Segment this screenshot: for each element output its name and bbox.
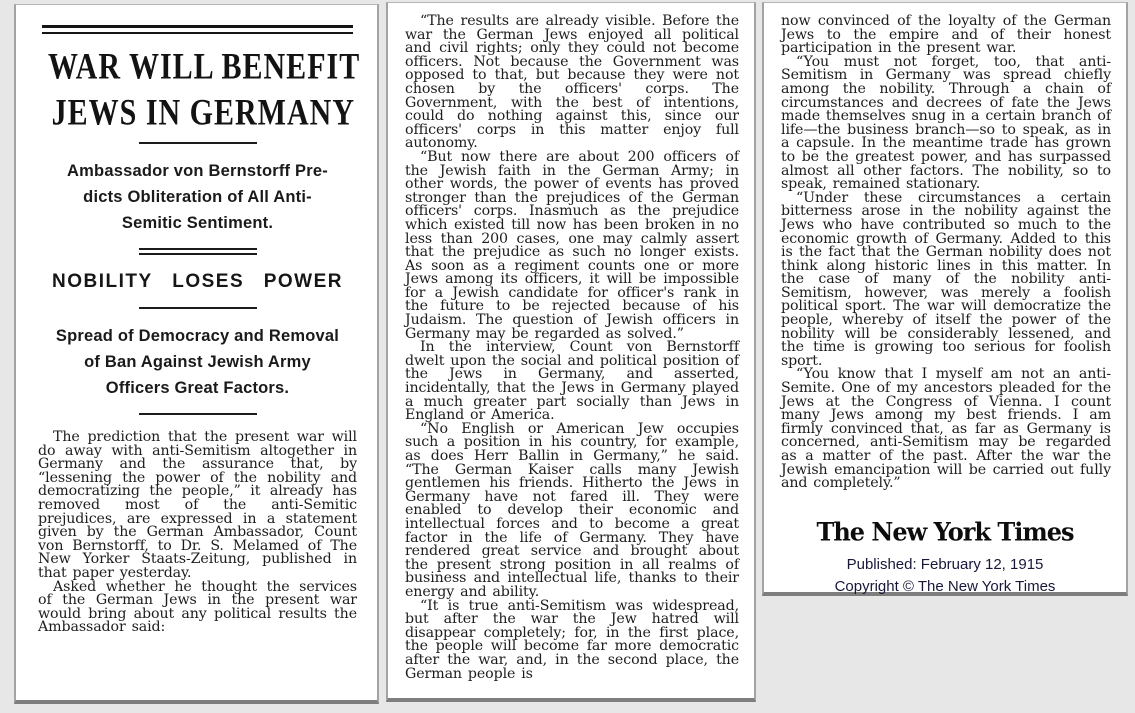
deck1-line: dicts Obliteration of All Anti- <box>83 188 312 206</box>
deck1-line: Ambassador von Bernstorff Pre- <box>67 162 328 180</box>
column-1-body <box>38 431 357 635</box>
nyt-masthead-logo: The New York Times <box>816 516 1074 547</box>
article-paragraph: “It is true anti-Semitism was widespread, but after the war the Jew hatred will disappear completely; for, in the first place, the people will become far more democratic after the war, and, in the second place, the German people is <box>405 597 739 682</box>
newspaper-column-3 <box>762 2 1128 596</box>
kicker-word: POWER <box>263 271 343 292</box>
article-paragraph: “But now there are about 200 officers of the Jewish faith in the German Army; in other words, the power of events has proved stronger than the prejudices of the German officers' corps. Inasmuch as the prejudice which existed till now has been broken in no less than 200 cases, one may calmly assert that the prejudice as such no longer exists. As soon as a regiment counts one or more Jews among its officers, it will be impossible for a Jewish candidate for officer's rank in the future to be rejected because of his Judaism. The question of Jewish officers in Germany may be regarded as solved.” <box>405 148 739 342</box>
deck2-line: Officers Great Factors. <box>105 379 290 397</box>
column-2-body <box>388 3 754 681</box>
deck1-line: Semitic Sentiment. <box>121 214 274 232</box>
column-3-body <box>764 3 1126 491</box>
newspaper-column-2 <box>386 2 756 702</box>
published-date-line: Published: February 12, 1915 <box>846 555 1044 573</box>
article-paragraph: “The results are already visible. Before the war the German Jews enjoyed all political and civil rights; only they could not become officers. Not because the Government was opposed to that, but because they were not chosen by the officers' corps. The Government, with the best of intentions, could do nothing against this, since our officers' corps in this matter enjoy full autonomy. <box>405 13 739 152</box>
headline-line-2: JEWS IN GERMANY <box>51 92 355 134</box>
headline-line-1: WAR WILL BENEFIT <box>48 46 361 88</box>
article-paragraph: Asked whether he thought the services of the German Jews in the present war would bring about any political results the Ambassador said: <box>38 578 357 636</box>
article-paragraph: “Under these circumstances a certain bitterness arose in the nobility against the Jews who have contributed so much to the economic growth of Germany. Added to this is the fact that the German nobility does not think along historic lines in this matter. In the case of many of the nobility anti-Semitism, however, was merely a foolish political sport. The war will democratize the people, whereby of itself the power of the nobility will be considerably lessened, and the time is growing too serious for foolish sport. <box>781 189 1111 369</box>
article-footer <box>764 517 1126 598</box>
article-paragraph: In the interview, Count von Bernstorff dwelt upon the social and political position of the Jews in Germany, and asserted, incidentally, that the Jews in Germany played a much greater part socially than Jews in England or America. <box>405 339 739 424</box>
article-paragraph: “No English or American Jew occupies such a position in his country, for example, as does Herr Ballin in Germany,” he said. “The German Kaiser calls many Jewish gentlemen his friends. Hitherto the Jews in Germany have not fared ill. They were enabled to develop their economic and intellectual forces and to become a great factor in the life of Germany. They have rendered great service and brought about the present strong position in all realms of business and intellectual life, thanks to their energy and ability. <box>405 420 739 600</box>
divider-rule <box>139 307 257 309</box>
divider-rule <box>139 142 257 144</box>
kicker-word: NOBILITY <box>52 271 153 292</box>
article-paragraph: “You know that I myself am not an anti-Semite. One of my ancestors pleaded for the Jews at the Congress of Vienna. I count many Jews among my best friends. I am firmly convinced that, as far as Germany is concerned, anti-Semitism may be regarded as a matter of the past. After the war the Jewish emancipation will be carried out fully and completely.” <box>781 366 1111 492</box>
article-kicker <box>38 269 357 295</box>
article-deck-2 <box>38 323 357 401</box>
kicker-word: LOSES <box>172 271 245 292</box>
copyright-line: Copyright © The New York Times <box>834 577 1056 595</box>
deck2-line: Spread of Democracy and Removal <box>55 327 340 345</box>
article-paragraph: now convinced of the loyalty of the German Jews to the empire and of their honest participation in the present war. <box>781 13 1111 57</box>
divider-rule <box>139 248 257 255</box>
article-paragraph: “You must not forget, too, that anti-Semitism in Germany was spread chiefly among the nobility. Through a chain of circumstances and decrees of fate the Jews made themselves snug in a certain branch of life—the business branch—so to speak, as in a capsule. In the meantime trade has grown to be the greatest power, and has surpassed almost all other factors. The nobility, so to speak, remained stationary. <box>781 53 1111 193</box>
headline-top-rule <box>42 25 353 34</box>
article-headline <box>38 44 361 136</box>
newspaper-column-1 <box>14 4 379 704</box>
article-paragraph: The prediction that the present war will do away with anti-Semitism altogether in Germany and the assurance that, by “lessening the power of the nobility and democratizing the people,” it already has removed most of the anti-Semitic prejudices, are expressed in a statement given by the German Ambassador, Count von Bernstorff, to Dr. S. Melamed of The New Yorker Staats-Zeitung, published in that paper yesterday. <box>38 429 357 581</box>
article-deck-1 <box>38 158 357 236</box>
deck2-line: of Ban Against Jewish Army <box>84 353 311 371</box>
divider-rule <box>139 413 257 415</box>
